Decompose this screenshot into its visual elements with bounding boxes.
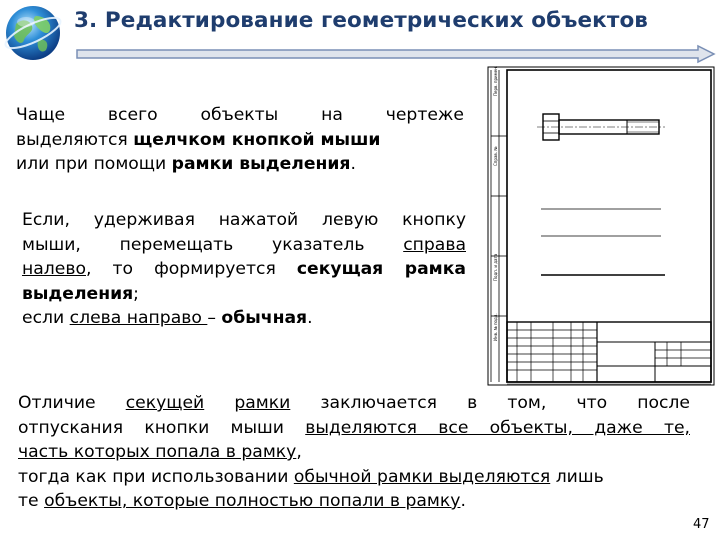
title-arrow-bar	[76, 44, 716, 64]
paragraph-crossing-frame	[22, 208, 466, 331]
drawing-sheet	[487, 66, 715, 386]
para3-line3: часть которых попала в рамку,	[18, 442, 302, 462]
globe-icon	[2, 2, 64, 64]
para3-line5: те объекты, которые полностью попали в рамку.	[18, 491, 466, 511]
slide-title-text: Редактирование геометрических объектов	[104, 8, 649, 33]
page-number: 47	[693, 517, 710, 532]
svg-text:Инв. № подл.: Инв. № подл.	[493, 313, 498, 341]
para2-line3: налево, то формируется секущая рамка	[22, 259, 466, 279]
paragraph-selection-intro	[16, 103, 464, 177]
para1-line1: Чаще всего объекты на чертеже	[16, 105, 464, 125]
para2-line4: выделения;	[22, 283, 139, 304]
para3-line1: Отличие секущей рамки заключается в том, что после	[18, 393, 690, 413]
para3-line4: тогда как при использовании обычной рамки выделяются лишь	[18, 466, 604, 487]
slide-title	[74, 8, 648, 33]
svg-text:Подп. и дата: Подп. и дата	[493, 253, 498, 281]
svg-text:Перв. примен.: Перв. примен.	[493, 66, 498, 96]
para1-line3: или при помощи рамки выделения.	[16, 154, 356, 174]
paragraph-difference	[18, 391, 690, 514]
svg-text:Справ. №: Справ. №	[493, 146, 498, 166]
para1-line2: выделяются щелчком кнопкой мыши	[16, 129, 381, 150]
slide-number: 3.	[74, 8, 98, 33]
para3-line2: отпускания кнопки мыши выделяются все объекты, даже те,	[18, 417, 690, 438]
para2-line5: если слева направо – обычная.	[22, 308, 313, 328]
para2-line2: мыши, перемещать указатель справа	[22, 234, 466, 255]
para2-line1: Если, удерживая нажатой левую кнопку	[22, 210, 466, 230]
